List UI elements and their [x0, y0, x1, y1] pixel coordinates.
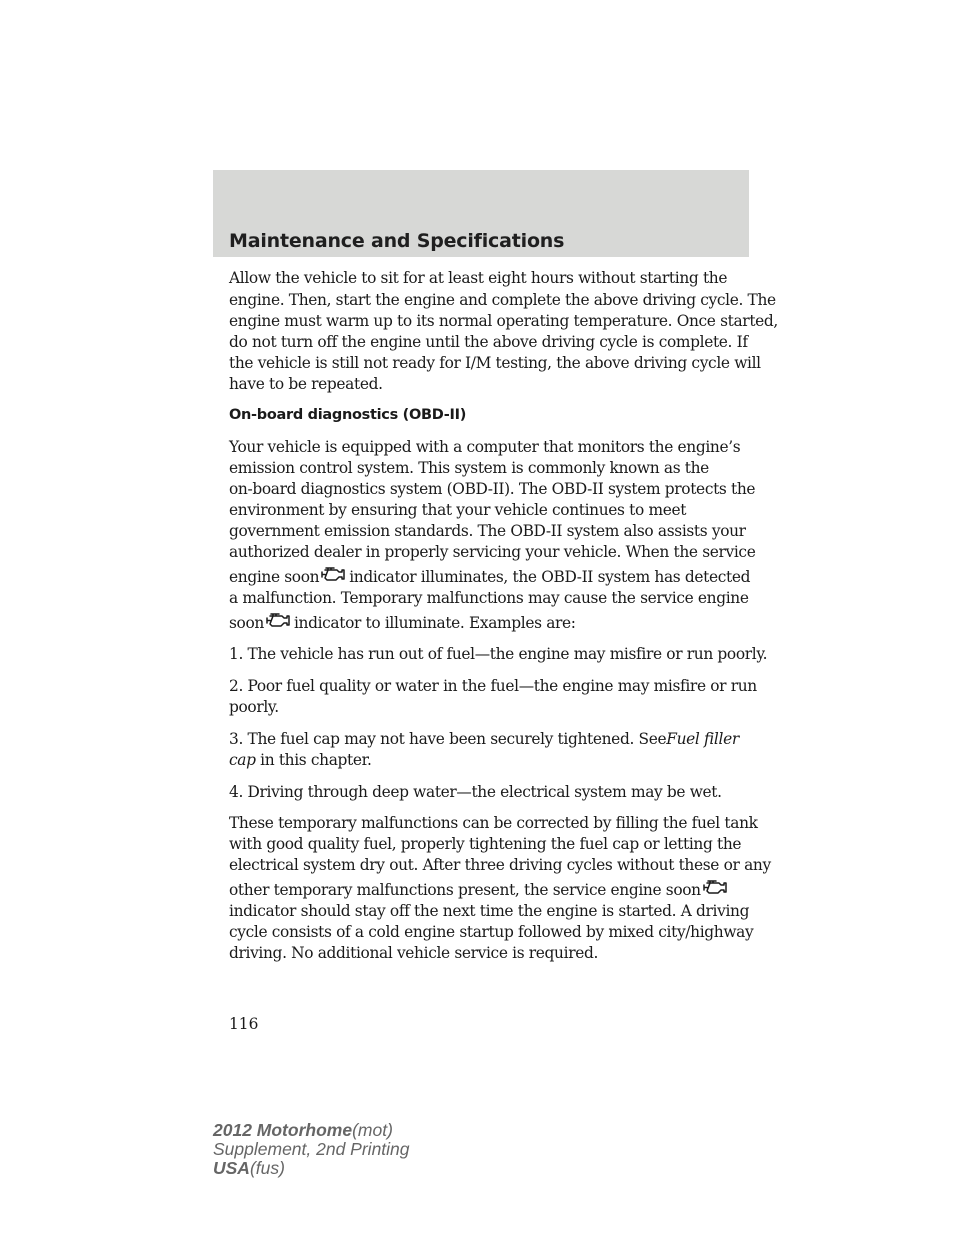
obd-line-9-before: soon: [229, 614, 264, 632]
section-heading-obd: On-board diagnostics (OBD-II): [229, 407, 467, 423]
intro-line-3: engine must warm up to its normal operating temperature. Once started,: [229, 312, 778, 330]
obd-line-9-after: indicator to illuminate. Examples are:: [293, 614, 576, 632]
list-item-4: 4. Driving through deep water—the electrical system may be wet.: [229, 783, 722, 801]
list-item-3-text: 3. The fuel cap may not have been securely tightened. See: [229, 730, 667, 748]
temp-line-7: driving. No additional vehicle service is required.: [229, 944, 599, 962]
temp-line-4: [229, 878, 731, 900]
footer-line-1: [213, 1121, 393, 1140]
intro-line-2: engine. Then, start the engine and complete the above driving cycle. The: [229, 291, 776, 309]
footer-line-3: [213, 1159, 285, 1178]
list-item-3-tail: in this chapter.: [260, 751, 372, 769]
obd-line-1: Your vehicle is equipped with a computer that monitors the engine’s: [229, 438, 741, 456]
check-engine-icon: [701, 878, 729, 896]
check-engine-icon: [319, 565, 347, 583]
page-title: Maintenance and Specifications: [229, 230, 565, 252]
obd-line-7: [229, 565, 750, 587]
temp-line-2: with good quality fuel, properly tightening the fuel cap or letting the: [229, 835, 742, 853]
obd-line-3: on-board diagnostics system (OBD-II). The OBD-II system protects the: [229, 480, 756, 498]
obd-line-8: a malfunction. Temporary malfunctions may cause the service engine: [229, 589, 749, 607]
intro-line-4: do not turn off the engine until the above driving cycle is complete. If: [229, 333, 748, 351]
footer-model: 2012 Motorhome: [213, 1120, 353, 1140]
intro-line-6: have to be repeated.: [229, 375, 383, 393]
check-engine-icon: [264, 611, 292, 629]
footer-region-code: (fus): [249, 1158, 285, 1178]
list-item-1: 1. The vehicle has run out of fuel—the engine may misfire or run poorly.: [229, 645, 768, 663]
intro-line-1: Allow the vehicle to sit for at least eight hours without starting the: [229, 269, 728, 287]
list-item-3-line-2: [229, 750, 372, 770]
obd-line-7-before: engine soon: [229, 568, 320, 586]
temp-line-3: electrical system dry out. After three driving cycles without these or any: [229, 856, 771, 874]
obd-line-6: authorized dealer in properly servicing your vehicle. When the service: [229, 543, 756, 561]
fuel-filler-cap-link[interactable]: Fuel filler: [666, 730, 739, 748]
footer-model-code: (mot): [352, 1120, 393, 1140]
page-number: 116: [229, 1015, 259, 1033]
footer-region: USA: [213, 1158, 250, 1178]
obd-line-9: [229, 611, 576, 633]
obd-line-7-after: indicator illuminates, the OBD-II system has detected: [349, 568, 751, 586]
footer-line-2: Supplement, 2nd Printing: [213, 1139, 410, 1159]
obd-line-5: government emission standards. The OBD-II system also assists your: [229, 522, 746, 540]
list-item-2-line-2: poorly.: [229, 698, 279, 716]
obd-line-4: environment by ensuring that your vehicle continues to meet: [229, 501, 687, 519]
temp-line-4-text: other temporary malfunctions present, the service engine soon: [229, 881, 701, 899]
list-item-2-line-1: 2. Poor fuel quality or water in the fuel—the engine may misfire or run: [229, 677, 757, 695]
temp-line-1: These temporary malfunctions can be corrected by filling the fuel tank: [229, 814, 758, 832]
obd-line-2: emission control system. This system is commonly known as the: [229, 459, 709, 477]
fuel-filler-cap-link-cont[interactable]: cap: [229, 751, 256, 769]
temp-line-5: indicator should stay off the next time the engine is started. A driving: [229, 902, 750, 920]
temp-line-6: cycle consists of a cold engine startup followed by mixed city/highway: [229, 923, 754, 941]
list-item-3-line-1: [229, 729, 739, 749]
intro-line-5: the vehicle is still not ready for I/M testing, the above driving cycle will: [229, 354, 761, 372]
